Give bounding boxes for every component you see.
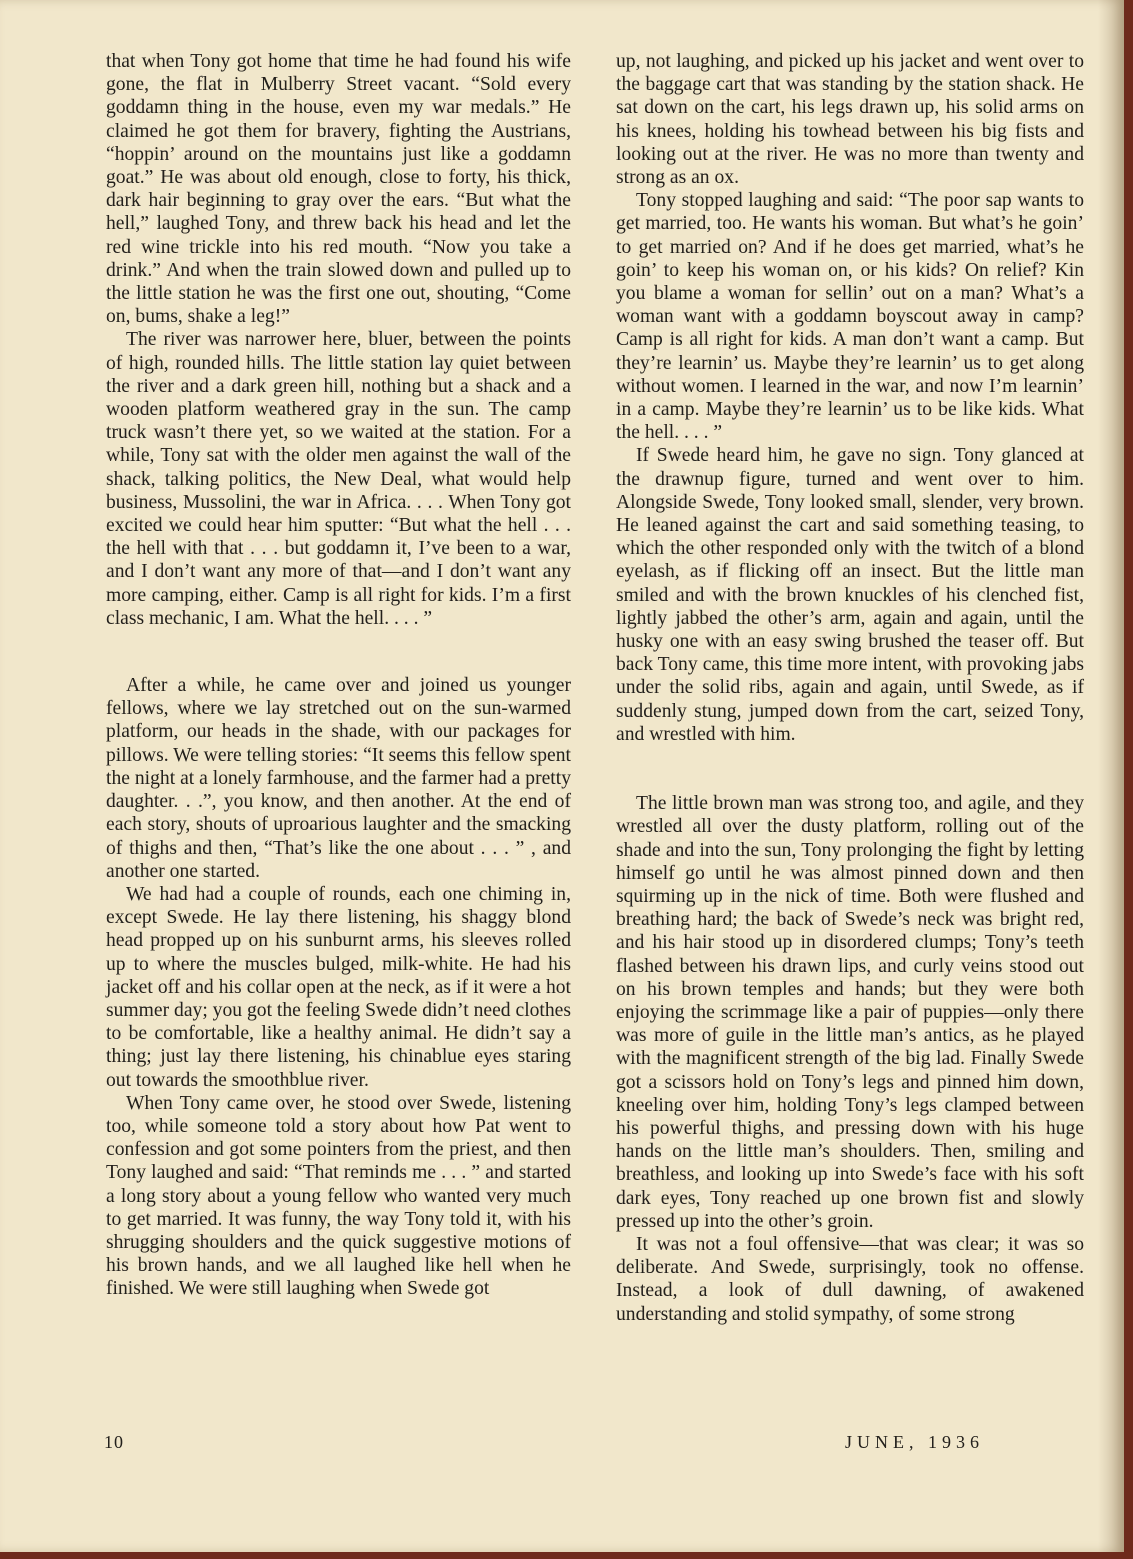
paragraph: The river was narrower here, bluer, between the points of high, rounded hills. The little station lay quiet between the river and a dark green hill, nothing but a shack and a wooden platform weathered gray in the sun. The camp truck wasn’t there yet, so we waited at the station. For a while, Tony sat with the older men against the wall of the shack, talking politics, the New Deal, what would help business, Mussolini, the war in Africa. . . . When Tony got excited we could hear him sputter: “But what the hell . . . the hell with that . . . but goddamn it, I’ve been to a war, and I don’t want any more of that—and I don’t want any more camping, either. Camp is all right for kids. I’m a first class mechanic, I am. What the hell. . . . ” <box>106 329 571 629</box>
page-number: 10 <box>104 1432 124 1452</box>
paragraph: If Swede heard him, he gave no sign. Tony glanced at the drawnup figure, turned and went over to him. Alongside Swede, Tony looked small, slender, very brown. He leaned against the cart and said something teasing, to which the other responded only with the twitch of a blond eyelash, as if flicking off an insect. But the little man smiled and with the brown knuckles of his clenched fist, lightly jabbed the other’s arm, again and again, until the husky one with an easy swing brushed the teaser off. But back Tony came, this time more intent, with provoking jabs under the solid ribs, again and again, until Swede, as if suddenly stung, jumped down from the cart, seized Tony, and wrestled with him. <box>616 445 1084 745</box>
paragraph: that when Tony got home that time he had found his wife gone, the flat in Mulberry Street vacant. “Sold every goddamn thing in the house, even my war medals.” He claimed he got them for bravery, fighting the Austrians, “hoppin’ around on the mountains just like a goddamn goat.” He was about old enough, close to forty, his thick, dark hair beginning to gray over the ears. “But what the hell,” laughed Tony, and threw back his head and let the red wine trickle into his red mouth. “Now you take a drink.” And when the train slowed down and pulled up to the little station he was the first one out, shouting, “Come on, bums, shake a leg!” <box>106 51 571 328</box>
paragraph: The little brown man was strong too, and agile, and they wrestled all over the dusty platform, rolling out of the shade and into the sun, Tony prolonging the fight by letting himself go until he was almost pinned down and then squirming up in the nick of time. Both were flushed and breathing hard; the back of Swede’s neck was bright red, and his hair stood up in disordered clumps; Tony’s teeth flashed between his drawn lips, and curly veins stood out on his brown temples and hands; but they were both enjoying the scrimmage like a pair of puppies—only there was more of guile in the little man’s antics, as he played with the magnificent strength of the big lad. Finally Swede got a scissors hold on Tony’s legs and pinned him down, kneeling over him, holding Tony’s legs clamped between his powerful thighs, and pressing down with his huge hands on the little man’s shoulders. Then, smiling and breathless, and looking up into Swede’s face with his soft dark eyes, Tony reached up one brown fist and slowly pressed up into the other’s groin. <box>616 793 1084 1232</box>
issue-date: JUNE, 1936 <box>845 1432 984 1452</box>
paragraph: up, not laughing, and picked up his jacket and went over to the baggage cart that was standing by the station shack. He sat down on the cart, his legs drawn up, his solid arms on his knees, holding his towhead between his big fists and looking out at the river. He was no more than twenty and strong as an ox. <box>616 51 1084 189</box>
paragraph: After a while, he came over and joined us younger fellows, where we lay stretched out on the sun-warmed platform, our heads in the shade, with our packages for pillows. We were telling stories: “It seems this fellow spent the night at a lonely farmhouse, and the farmer had a pretty daughter. . .”, you know, and then another. At the end of each story, shouts of uproarious laughter and the smacking of thighs and then, “That’s like the one about . . . ” , and another one started. <box>106 675 571 882</box>
paragraph: It was not a foul offensive—that was clear; it was so deliberate. And Swede, surprisingly, took no offense. Instead, a look of dull dawning, of awakened understanding and stolid sympathy, of some strong <box>616 1233 1084 1325</box>
paragraph: When Tony came over, he stood over Swede, listening too, while someone told a story about how Pat went to confession and got some pointers from the priest, and then Tony laughed and said: “That reminds me . . . ” and started a long story about a young fellow who wanted very much to get married. It was funny, the way Tony told it, with his shrugging shoulders and the quick suggestive motions of his brown hands, and we all laughed like hell when he finished. We were still laughing when Swede got <box>106 1092 571 1300</box>
paragraph: We had had a couple of rounds, each one chiming in, except Swede. He lay there listening, his shaggy blond head propped up on his sunburnt arms, his sleeves rolled up to where the muscles bulged, milk-white. He had his jacket off and his collar open at the neck, as if it were a hot summer day; you got the feeling Swede didn’t need clothes to be comfortable, like a healthy animal. He didn’t say a thing; just lay there listening, his chinablue eyes staring out towards the smoothblue river. <box>106 883 571 1091</box>
paragraph: Tony stopped laughing and said: “The poor sap wants to get married, too. He wants his woman. But what’s he goin’ to get married on? And if he does get married, what’s he goin’ to keep his woman on, or his kids? On relief? Kin you blame a woman for sellin’ out on a man? What’s a woman want with a goddamn boyscout away in camp? Camp is all right for kids. A man don’t want a camp. But they’re learnin’ us. Maybe they’re learnin’ us to get along without women. I learned in the war, and now I’m learnin’ in a camp. Maybe they’re learnin’ us to be like kids. What the hell. . . . ” <box>616 190 1084 444</box>
left-column <box>106 50 571 1301</box>
right-column <box>616 50 1084 1326</box>
